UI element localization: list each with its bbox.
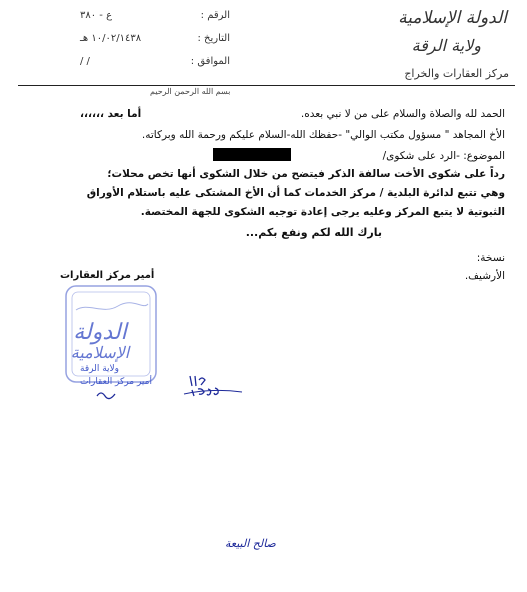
- closing-line: بارك الله لكم ونفع بكم...: [245, 226, 382, 239]
- corresponding-date-label: الموافق :: [190, 56, 230, 67]
- subject-line: الموضوع: -الرد على شكوى/: [382, 150, 505, 162]
- stamp-lettering: [40, 320, 160, 362]
- header-divider: [18, 85, 515, 86]
- corresponding-date-value: / /: [80, 56, 90, 67]
- stamp-amir: أمير مركز العقارات: [80, 377, 152, 387]
- signatory-title: أمير مركز العقارات: [60, 270, 155, 281]
- redaction-bar: [213, 148, 291, 161]
- handwritten-date-signature: [182, 368, 252, 398]
- reference-number-label: الرقم :: [200, 10, 230, 21]
- department-name: مركز العقارات والخراج: [404, 67, 509, 80]
- date-value: ١٠/٠٢/١٤٣٨ هـ: [80, 33, 142, 44]
- addressee-line: الأخ المجاهد " مسؤول مكتب الوالي" -حفظك الله-السلام عليكم ورحمة الله وبركاته.: [141, 129, 505, 141]
- footer-handwriting: صالح البيعة: [225, 537, 276, 550]
- stamp-islamic-word: الإسلامية: [70, 343, 130, 362]
- praise-line: الحمد لله والصلاة والسلام على من لا نبي بعده.: [300, 108, 505, 120]
- stamp-province: ولاية الرقة: [80, 364, 120, 374]
- state-name-heading: الدولة الإسلامية: [398, 8, 507, 28]
- archive-line: الأرشيف.: [464, 270, 505, 282]
- province-heading: ولاية الرقة: [411, 36, 481, 55]
- date-label: التاريخ :: [197, 33, 230, 44]
- copy-label: نسخة:: [476, 252, 505, 264]
- reference-number-value: ع - ٣٨٠: [80, 10, 113, 21]
- basmala: بسم الله الرحمن الرحيم: [150, 87, 231, 96]
- amma-baad: أما بعد ،،،،،،: [80, 108, 142, 120]
- signature-mark: [95, 388, 119, 400]
- paragraph-line-2: وهي تتبع لدائرة البلدية / مركز الخدمات كما أن الأخ المشتكى عليه باستلام الأوراق: [86, 187, 505, 199]
- paragraph-line-1: رداً على شكوى الأخت سالفة الذكر فيتضح من خلال الشكوى أنها تخص محلات؛: [107, 168, 505, 180]
- paragraph-line-3: الثبوتية لا يتبع المركز وعليه يرجى إعادة توجيه الشكوى للجهة المختصة.: [140, 206, 505, 218]
- stamp-state-word: الدولة: [73, 320, 127, 345]
